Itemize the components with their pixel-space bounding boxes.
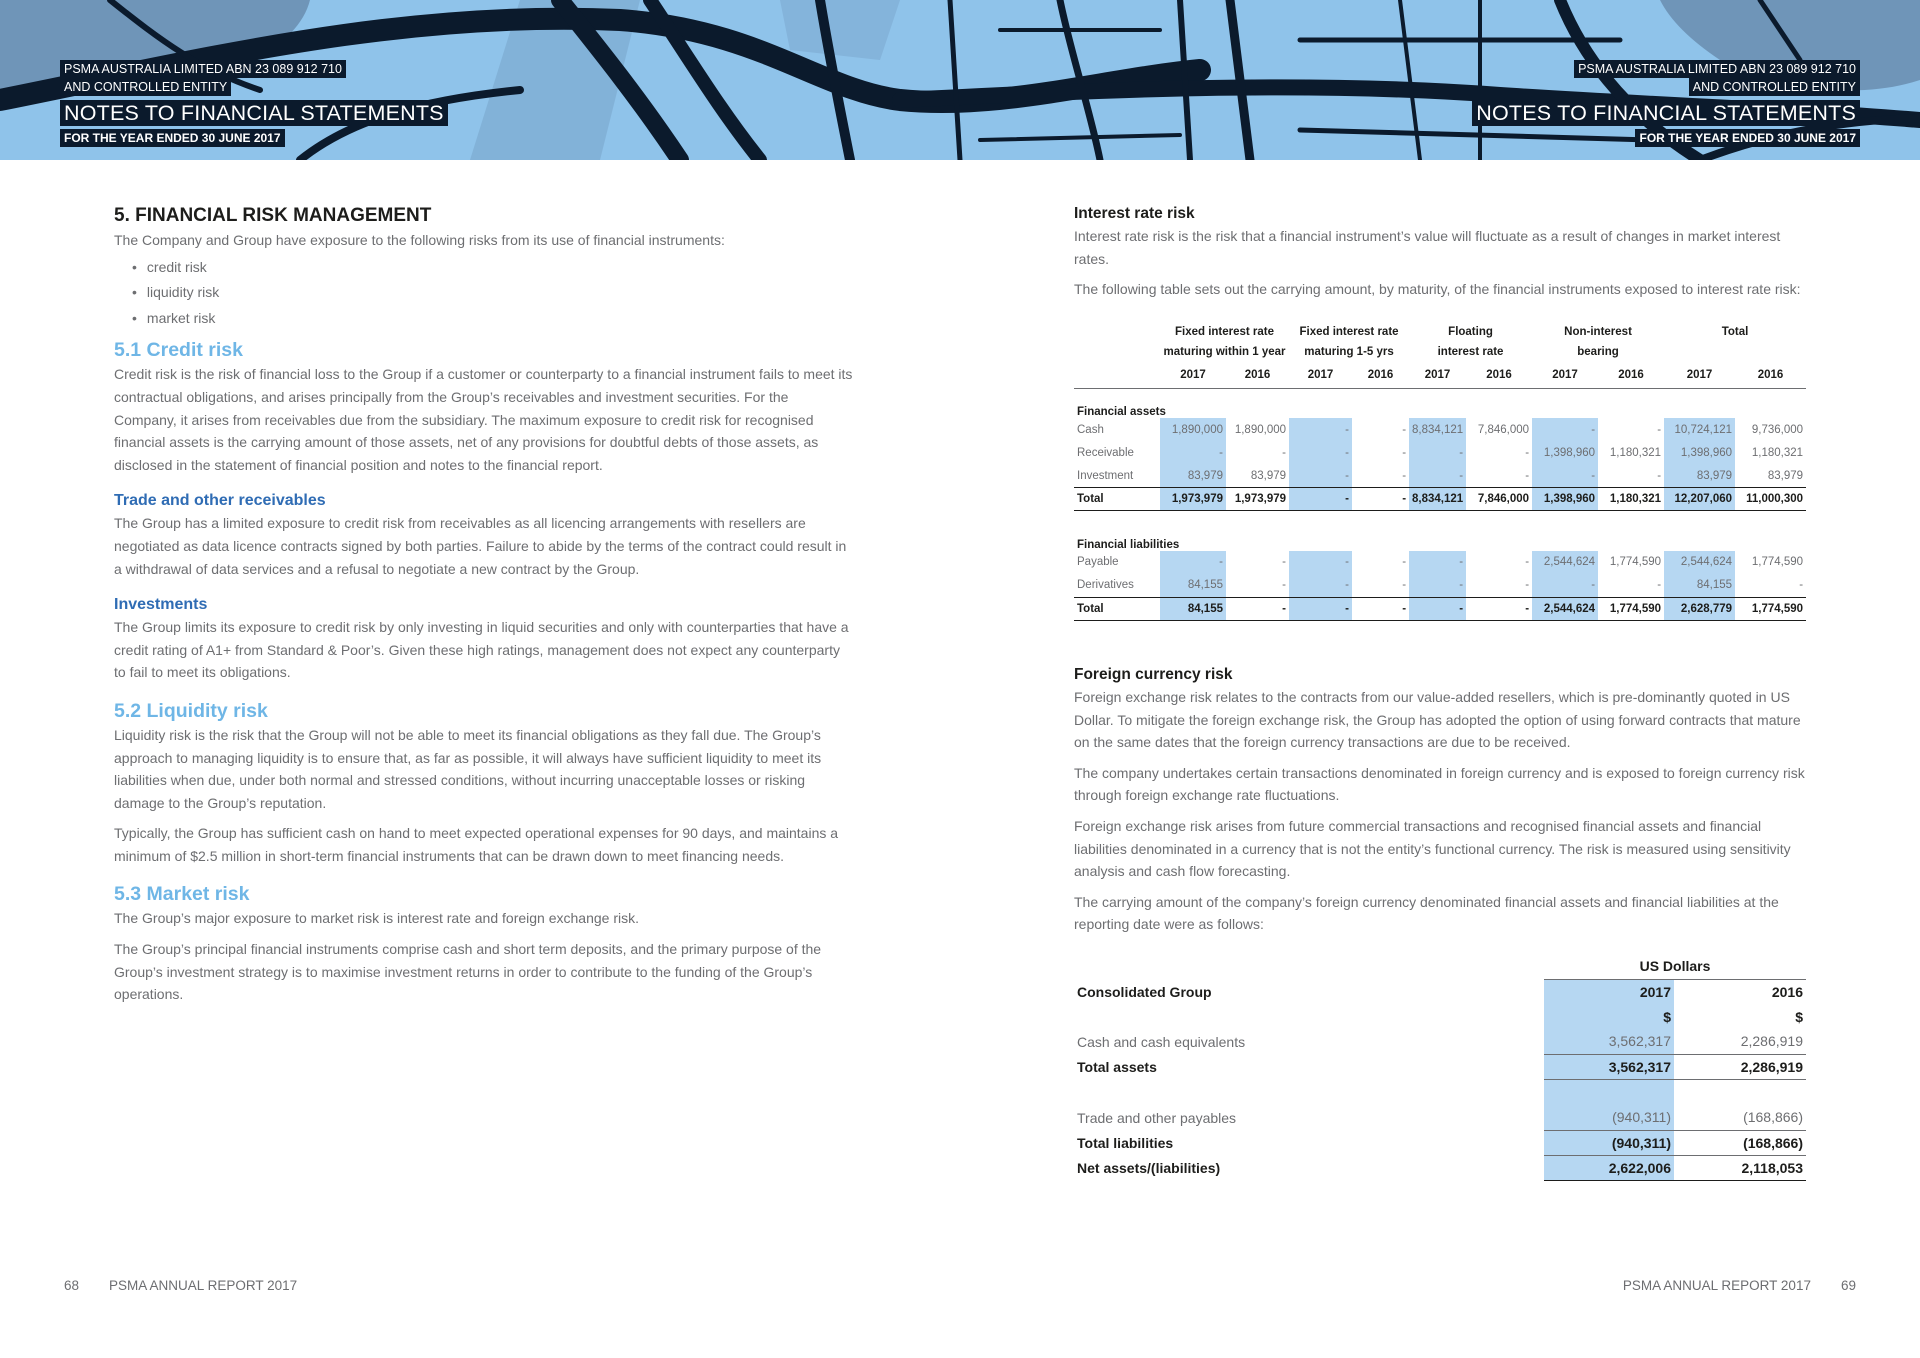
total-row <box>1074 597 1806 620</box>
cell-value: 1,973,979 <box>1226 488 1289 511</box>
cell-value: 1,398,960 <box>1532 488 1598 511</box>
cell-value: 1,180,321 <box>1609 446 1662 459</box>
risk-list <box>132 255 854 332</box>
trade-receivables-text: The Group has a limited exposure to credit risk from receivables as all licencing arrangements with resellers are negotiated as data licence contracts signed by both parties. Failure to abide by the terms of the contract could result in a withdrawal of data services and a refusal to negotiate a new contract by the Group. <box>114 515 847 577</box>
section-heading: 5. FINANCIAL RISK MANAGEMENT <box>114 205 432 226</box>
cell-value: 8,834,121 <box>1409 488 1466 511</box>
row-label: Derivatives <box>1077 579 1134 592</box>
group-label: Consolidated Group <box>1077 983 1212 1000</box>
column-group-subheader: bearing <box>1577 346 1619 358</box>
row-label: Receivable <box>1077 446 1134 459</box>
investments-text: The Group limits its exposure to credit risk by only investing in liquid securities and only with counterparties that have a credit rating of A1+ from Standard & Poor’s. Given these high ratings, management does not expect any counterparty to fail to meet its obligations. <box>114 619 849 681</box>
cell-value: - <box>1402 579 1407 592</box>
value-2017: 3,562,317 <box>1544 1054 1674 1079</box>
cell-value: - <box>1226 597 1289 620</box>
company-entity: AND CONTROLLED ENTITY <box>60 78 231 96</box>
value-2017: (940,311) <box>1544 1130 1674 1155</box>
cell-value: - <box>1352 597 1409 620</box>
cell-value: - <box>1160 551 1226 574</box>
cell-value: - <box>1289 597 1352 620</box>
table-row <box>1074 441 1806 464</box>
company-name: PSMA AUSTRALIA LIMITED ABN 23 089 912 710 <box>1574 60 1860 78</box>
interest-rate-risk-text: The following table sets out the carrying amount, by maturity, of the financial instruments exposed to interest rate risk: <box>1074 281 1801 298</box>
footer-left <box>64 1278 297 1293</box>
row-label: Total <box>1074 488 1160 511</box>
table-row <box>1074 1029 1806 1054</box>
year-header: 2017 <box>1664 362 1735 388</box>
cell-value: - <box>1525 579 1530 592</box>
cell-value: - <box>1532 464 1598 487</box>
table-row <box>1074 1155 1806 1180</box>
cell-value: - <box>1282 446 1287 459</box>
cell-value: 8,834,121 <box>1409 418 1466 441</box>
cell-value: - <box>1402 423 1407 436</box>
table-header-row <box>1074 979 1806 1004</box>
row-label: Cash and cash equivalents <box>1077 1033 1246 1050</box>
section-label: Financial liabilities <box>1077 538 1180 551</box>
value-2016: (168,866) <box>1674 1130 1806 1155</box>
foreign-currency-risk-heading: Foreign currency risk <box>1074 666 1233 683</box>
column-group-header: Fixed interest rate <box>1299 326 1399 338</box>
year-header: 2016 <box>1466 362 1532 388</box>
list-item: • credit risk <box>132 255 854 281</box>
currency-header: US Dollars <box>1639 958 1711 975</box>
list-item: • market risk <box>132 306 854 332</box>
column-group-subheader: interest rate <box>1437 346 1504 358</box>
document-year: FOR THE YEAR ENDED 30 JUNE 2017 <box>1635 129 1860 147</box>
cell-value: 1,398,960 <box>1532 441 1598 464</box>
spacer-row <box>1074 1079 1806 1105</box>
document-year: FOR THE YEAR ENDED 30 JUNE 2017 <box>60 129 285 147</box>
year-header: 2016 <box>1735 362 1806 388</box>
row-label: Total <box>1074 597 1160 620</box>
company-entity: AND CONTROLLED ENTITY <box>1689 78 1860 96</box>
column-group-header: Floating <box>1448 326 1493 338</box>
table-header-row <box>1074 1004 1806 1029</box>
cell-value: - <box>1657 579 1662 592</box>
header-left <box>60 60 448 147</box>
investments-heading: Investments <box>114 596 208 614</box>
cell-value: - <box>1409 574 1466 597</box>
cell-value: 83,979 <box>1250 469 1287 482</box>
column-group-header: Non-interest <box>1564 326 1632 338</box>
table-header-row <box>1074 954 1806 979</box>
foreign-currency-table <box>1074 954 1806 1181</box>
report-name: PSMA ANNUAL REPORT 2017 <box>1622 1278 1811 1293</box>
document-title: NOTES TO FINANCIAL STATEMENTS <box>60 100 448 126</box>
cell-value: 7,846,000 <box>1466 488 1532 511</box>
intro-text: The Company and Group have exposure to the following risks from its use of financial instruments: <box>114 232 725 248</box>
cell-value: - <box>1402 469 1407 482</box>
header-banner <box>0 0 1920 160</box>
cell-value: 84,155 <box>1160 597 1226 620</box>
foreign-currency-risk-text: The carrying amount of the company’s foreign currency denominated financial assets and financial liabilities at the reporting date were as follows: <box>1074 893 1779 933</box>
company-name: PSMA AUSTRALIA LIMITED ABN 23 089 912 710 <box>60 60 346 78</box>
cell-value: - <box>1409 441 1466 464</box>
row-label: Total liabilities <box>1077 1134 1174 1151</box>
table-header-row <box>1074 342 1806 362</box>
year-header: 2017 <box>1532 362 1598 388</box>
column-group-header: Total <box>1721 326 1749 338</box>
section-row <box>1074 511 1806 551</box>
report-name: PSMA ANNUAL REPORT 2017 <box>109 1278 298 1293</box>
cell-value: 1,180,321 <box>1598 488 1664 511</box>
list-item: • liquidity risk <box>132 280 854 306</box>
cell-value: 83,979 <box>1160 464 1226 487</box>
table-row <box>1074 464 1806 487</box>
year-header: 2016 <box>1226 362 1289 388</box>
row-label: Payable <box>1077 556 1119 569</box>
liability-total <box>1074 597 1806 620</box>
cell-value: - <box>1409 597 1466 620</box>
cell-value: - <box>1532 418 1598 441</box>
value-2016: (168,866) <box>1743 1109 1803 1126</box>
cell-value: 7,846,000 <box>1477 423 1530 436</box>
unit-header: $ <box>1544 1004 1674 1029</box>
cell-value: - <box>1289 551 1352 574</box>
cell-value: 2,628,779 <box>1664 597 1735 620</box>
page-number: 69 <box>1840 1278 1856 1293</box>
footer-right <box>1623 1278 1856 1293</box>
cell-value: 84,155 <box>1664 574 1735 597</box>
cell-value: 1,890,000 <box>1160 418 1226 441</box>
row-label: Total assets <box>1077 1058 1157 1075</box>
year-header: 2017 <box>1409 362 1466 388</box>
cell-value: - <box>1532 574 1598 597</box>
table-row <box>1074 418 1806 441</box>
cell-value: 12,207,060 <box>1664 488 1735 511</box>
credit-risk-heading: 5.1 Credit risk <box>114 339 243 362</box>
market-risk-heading: 5.3 Market risk <box>114 883 250 906</box>
cell-value: - <box>1160 441 1226 464</box>
year-header: 2017 <box>1289 362 1352 388</box>
header-right <box>1472 60 1860 147</box>
year-header: 2017 <box>1160 362 1226 388</box>
cell-value: 10,724,121 <box>1664 418 1735 441</box>
liquidity-risk-text: Liquidity risk is the risk that the Group will not be able to meet its financial obligations as they fall due. The Group’s approach to managing liquidity is to ensure that, as far as possible, it will always have sufficient liquidity to meet its liabilities when due, under both normal and stressed conditions, without incurring unacceptable losses or risking damage to the Group’s reputation. <box>114 726 822 811</box>
column-group-header: Fixed interest rate <box>1174 326 1275 338</box>
foreign-currency-risk-text: Foreign exchange risk relates to the contracts from our value-added resellers, which is pre-dominantly quoted in US Dollar. To mitigate the foreign exchange risk, the Group has adopted the option of using forward contracts that mature on the same dates that the foreign currency transactions are due to be received. <box>1074 689 1801 751</box>
row-label: Net assets/(liabilities) <box>1077 1159 1221 1176</box>
interest-rate-table <box>1074 322 1806 621</box>
cell-value: 1,398,960 <box>1664 441 1735 464</box>
value-2017: (940,311) <box>1544 1105 1674 1130</box>
value-2017: 3,562,317 <box>1544 1029 1674 1054</box>
cell-value: 1,774,590 <box>1609 556 1662 569</box>
cell-value: 2,544,624 <box>1664 551 1735 574</box>
cell-value: 84,155 <box>1160 574 1226 597</box>
market-risk-text: The Group’s major exposure to market risk is interest rate and foreign exchange risk. <box>114 910 639 927</box>
row-label: Cash <box>1077 423 1104 436</box>
credit-risk-text: Credit risk is the risk of financial loss to the Group if a customer or counterparty to a financial instrument fails to meet its contractual obligations, and arises principally from the Group’s receivables and investment securities. For the Company, it arises from receivables due from the subsidiary. The maximum exposure to credit risk for recognised financial assets is the carrying amount of those assets, net of any provisions for doubtful debts of those assets, as disclosed in the statement of financial position and notes to the financial report. <box>114 366 853 473</box>
foreign-currency-risk-text: The company undertakes certain transactions denominated in foreign currency and is exposed to foreign currency risk through foreign exchange rate fluctuations. <box>1074 764 1805 804</box>
year-header-row <box>1074 362 1806 388</box>
table-row <box>1074 1054 1806 1079</box>
cell-value: 2,544,624 <box>1532 597 1598 620</box>
cell-value: 1,180,321 <box>1751 446 1804 459</box>
interest-rate-risk-heading: Interest rate risk <box>1074 205 1195 222</box>
year-header: 2016 <box>1674 979 1806 1004</box>
value-2016: 2,118,053 <box>1674 1155 1806 1180</box>
cell-value: - <box>1289 441 1352 464</box>
cell-value: - <box>1289 574 1352 597</box>
cell-value: 1,774,590 <box>1735 597 1806 620</box>
column-group-subheader: maturing within 1 year <box>1163 346 1286 358</box>
section-row <box>1074 388 1806 418</box>
cell-value: 83,979 <box>1767 469 1804 482</box>
liquidity-risk-text: Typically, the Group has sufficient cash on hand to meet expected operational expenses for 90 days, and maintains a minimum of $2.5 million in short-term financial instruments that can be drawn down to meet financing needs. <box>114 825 839 864</box>
liability-rows <box>1074 551 1806 597</box>
cell-value: 9,736,000 <box>1751 423 1804 436</box>
total-row <box>1074 488 1806 511</box>
cell-value: - <box>1282 579 1287 592</box>
right-column-top <box>1074 203 1814 301</box>
cell-value: - <box>1289 464 1352 487</box>
table-row <box>1074 1105 1806 1130</box>
liquidity-risk-heading: 5.2 Liquidity risk <box>114 699 268 722</box>
assets-rows <box>1074 418 1806 488</box>
year-header: 2017 <box>1544 979 1674 1004</box>
market-risk-text: The Group’s principal financial instruments comprise cash and short term deposits, and the primary purpose of the Group’s investment strategy is to maximise investment returns in order to contribute to the funding of the Group’s operations. <box>114 941 822 1003</box>
table-row <box>1074 574 1806 597</box>
cell-value: - <box>1409 464 1466 487</box>
row-label: Trade and other payables <box>1077 1109 1237 1126</box>
cell-value: 1,774,590 <box>1751 556 1804 569</box>
cell-value: - <box>1289 418 1352 441</box>
cell-value: - <box>1525 446 1530 459</box>
assets-total <box>1074 488 1806 511</box>
value-2016: 2,286,919 <box>1674 1054 1806 1079</box>
cell-value: - <box>1657 423 1662 436</box>
foreign-currency-risk-text: Foreign exchange risk arises from future commercial transactions and recognised financial assets and financial liabilities denominated in a currency that is not the entity’s functional currency. The risk is measured using sensitivity analysis and cash flow forecasting. <box>1074 817 1791 880</box>
value-2017: 2,622,006 <box>1544 1155 1674 1180</box>
trade-receivables-heading: Trade and other receivables <box>114 492 326 510</box>
cell-value: 1,973,979 <box>1160 488 1226 511</box>
cell-value: - <box>1799 579 1804 592</box>
cell-value: - <box>1289 488 1352 511</box>
unit-header: $ <box>1795 1008 1803 1025</box>
cell-value: 2,544,624 <box>1532 551 1598 574</box>
row-label: Investment <box>1077 469 1134 482</box>
table-row <box>1074 551 1806 574</box>
right-column-fx <box>1074 664 1814 936</box>
column-group-subheader: maturing 1-5 yrs <box>1304 346 1394 358</box>
cell-value: 1,774,590 <box>1598 597 1664 620</box>
table-row <box>1074 1130 1806 1155</box>
cell-value: - <box>1525 556 1530 569</box>
left-column <box>114 203 854 1006</box>
cell-value: - <box>1657 469 1662 482</box>
document-title: NOTES TO FINANCIAL STATEMENTS <box>1472 100 1860 126</box>
value-2016: 2,286,919 <box>1740 1033 1803 1050</box>
cell-value: - <box>1402 556 1407 569</box>
page-number: 68 <box>64 1278 80 1293</box>
table-header-row <box>1074 322 1806 342</box>
cell-value: - <box>1525 469 1530 482</box>
column-group-subheader <box>1664 342 1806 362</box>
cell-value: 83,979 <box>1664 464 1735 487</box>
cell-value: - <box>1282 556 1287 569</box>
section-label: Financial assets <box>1077 406 1166 418</box>
cell-value: 1,890,000 <box>1234 423 1287 436</box>
cell-value: - <box>1409 551 1466 574</box>
cell-value: - <box>1402 446 1407 459</box>
year-header: 2016 <box>1598 362 1664 388</box>
year-header: 2016 <box>1352 362 1409 388</box>
cell-value: 11,000,300 <box>1735 488 1806 511</box>
cell-value: - <box>1466 597 1532 620</box>
cell-value: - <box>1352 488 1409 511</box>
interest-rate-risk-text: Interest rate risk is the risk that a financial instrument’s value will fluctuate as a result of changes in market interest rates. <box>1074 228 1781 267</box>
